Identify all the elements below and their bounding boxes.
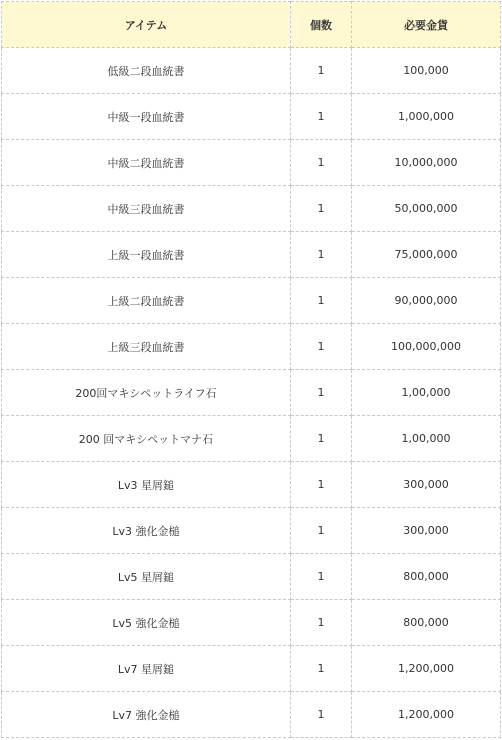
item-name-cell: Lv3 星屑鎚 (2, 462, 291, 508)
item-name-cell: Lv5 強化金槌 (2, 600, 291, 646)
quantity-cell: 1 (291, 416, 352, 462)
quantity-cell: 1 (291, 278, 352, 324)
item-name-cell: 上級二段血統書 (2, 278, 291, 324)
item-name-cell: Lv7 星屑鎚 (2, 646, 291, 692)
item-name-cell: 上級三段血統書 (2, 324, 291, 370)
table-row (2, 324, 501, 370)
quantity-cell: 1 (291, 186, 352, 232)
price-cell: 800,000 (352, 600, 501, 646)
price-cell: 1,00,000 (352, 416, 501, 462)
table-row (2, 508, 501, 554)
quantity-cell: 1 (291, 554, 352, 600)
quantity-cell: 1 (291, 508, 352, 554)
quantity-cell: 1 (291, 232, 352, 278)
price-cell: 1,00,000 (352, 370, 501, 416)
table-row (2, 416, 501, 462)
header-quantity: 個数 (291, 2, 352, 48)
table-row (2, 48, 501, 94)
price-cell: 300,000 (352, 508, 501, 554)
item-name-cell: Lv7 強化金槌 (2, 692, 291, 738)
table-row (2, 554, 501, 600)
table-row (2, 600, 501, 646)
header-item: アイテム (2, 2, 291, 48)
table-row (2, 462, 501, 508)
item-name-cell: 上級一段血統書 (2, 232, 291, 278)
price-cell: 1,000,000 (352, 94, 501, 140)
table-row (2, 232, 501, 278)
item-name-cell: 中級二段血統書 (2, 140, 291, 186)
quantity-cell: 1 (291, 370, 352, 416)
quantity-cell: 1 (291, 600, 352, 646)
quantity-cell: 1 (291, 462, 352, 508)
table-row (2, 186, 501, 232)
price-cell: 10,000,000 (352, 140, 501, 186)
price-cell: 100,000 (352, 48, 501, 94)
quantity-cell: 1 (291, 140, 352, 186)
item-name-cell: 200 回マキシペットマナ石 (2, 416, 291, 462)
table-row (2, 140, 501, 186)
table-row (2, 278, 501, 324)
header-price: 必要金貨 (352, 2, 501, 48)
item-name-cell: 200回マキシペットライフ石 (2, 370, 291, 416)
table-row (2, 692, 501, 738)
table-row (2, 94, 501, 140)
item-price-table (1, 1, 501, 738)
price-cell: 300,000 (352, 462, 501, 508)
table-header-row (2, 2, 501, 48)
quantity-cell: 1 (291, 48, 352, 94)
table-row (2, 646, 501, 692)
quantity-cell: 1 (291, 324, 352, 370)
quantity-cell: 1 (291, 646, 352, 692)
item-name-cell: 中級三段血統書 (2, 186, 291, 232)
price-cell: 90,000,000 (352, 278, 501, 324)
quantity-cell: 1 (291, 94, 352, 140)
price-cell: 800,000 (352, 554, 501, 600)
item-name-cell: Lv5 星屑鎚 (2, 554, 291, 600)
price-cell: 75,000,000 (352, 232, 501, 278)
price-cell: 1,200,000 (352, 646, 501, 692)
item-name-cell: 中級一段血統書 (2, 94, 291, 140)
price-cell: 1,200,000 (352, 692, 501, 738)
price-cell: 50,000,000 (352, 186, 501, 232)
item-name-cell: 低級二段血統書 (2, 48, 291, 94)
price-cell: 100,000,000 (352, 324, 501, 370)
table-row (2, 370, 501, 416)
item-name-cell: Lv3 強化金槌 (2, 508, 291, 554)
quantity-cell: 1 (291, 692, 352, 738)
